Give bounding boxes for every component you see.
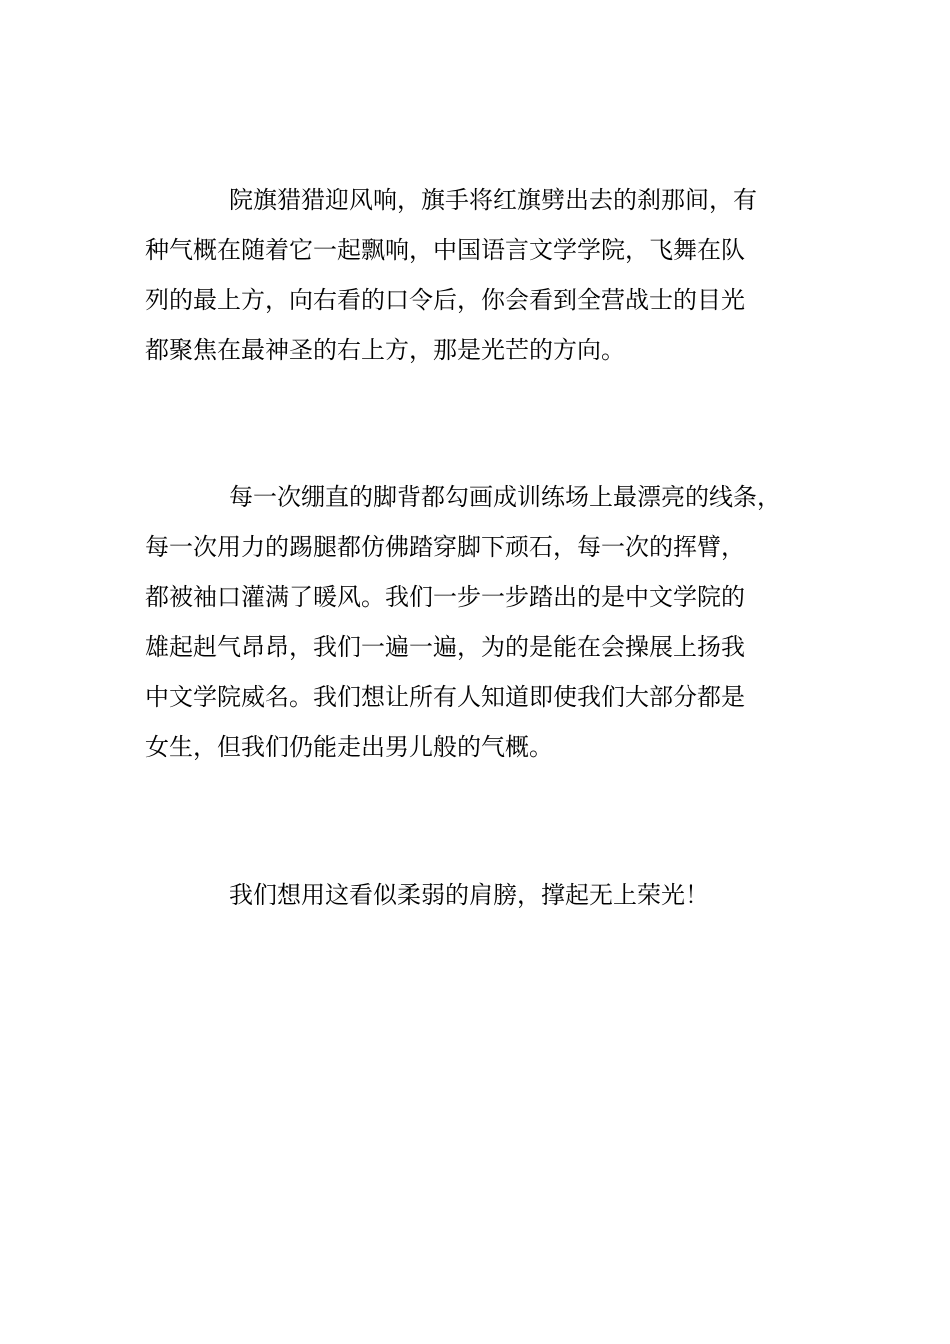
paragraph-line: 列的最上方，向右看的口令后，你会看到全营战士的目光: [145, 286, 745, 314]
paragraph-2: [145, 472, 815, 772]
paragraph-line: 我们想用这看似柔弱的肩膀，撑起无上荣光！: [229, 881, 709, 909]
paragraph-line: 每一次用力的踢腿都仿佛踏穿脚下顽石，每一次的挥臂，: [145, 533, 745, 561]
paragraph-line: 中文学院威名。我们想让所有人知道即使我们大部分都是: [145, 683, 745, 711]
paragraph-line: 女生，但我们仍能走出男儿般的气概。: [145, 733, 553, 761]
paragraph-line: 都被袖口灌满了暖风。我们一步一步踏出的是中文学院的: [145, 583, 745, 611]
paragraph-line: 每一次绷直的脚背都勾画成训练场上最漂亮的线条，: [229, 483, 781, 511]
paragraph-line: 院旗猎猎迎风响，旗手将红旗劈出去的刹那间，有: [229, 186, 757, 214]
paragraph-3: [145, 870, 815, 920]
paragraph-1: [145, 175, 815, 375]
paragraph-line: 雄起赳气昂昂，我们一遍一遍，为的是能在会操展上扬我: [145, 633, 745, 661]
paragraph-line: 都聚焦在最神圣的右上方，那是光芒的方向。: [145, 336, 625, 364]
paragraph-line: 种气概在随着它一起飘响，中国语言文学学院，飞舞在队: [145, 236, 745, 264]
